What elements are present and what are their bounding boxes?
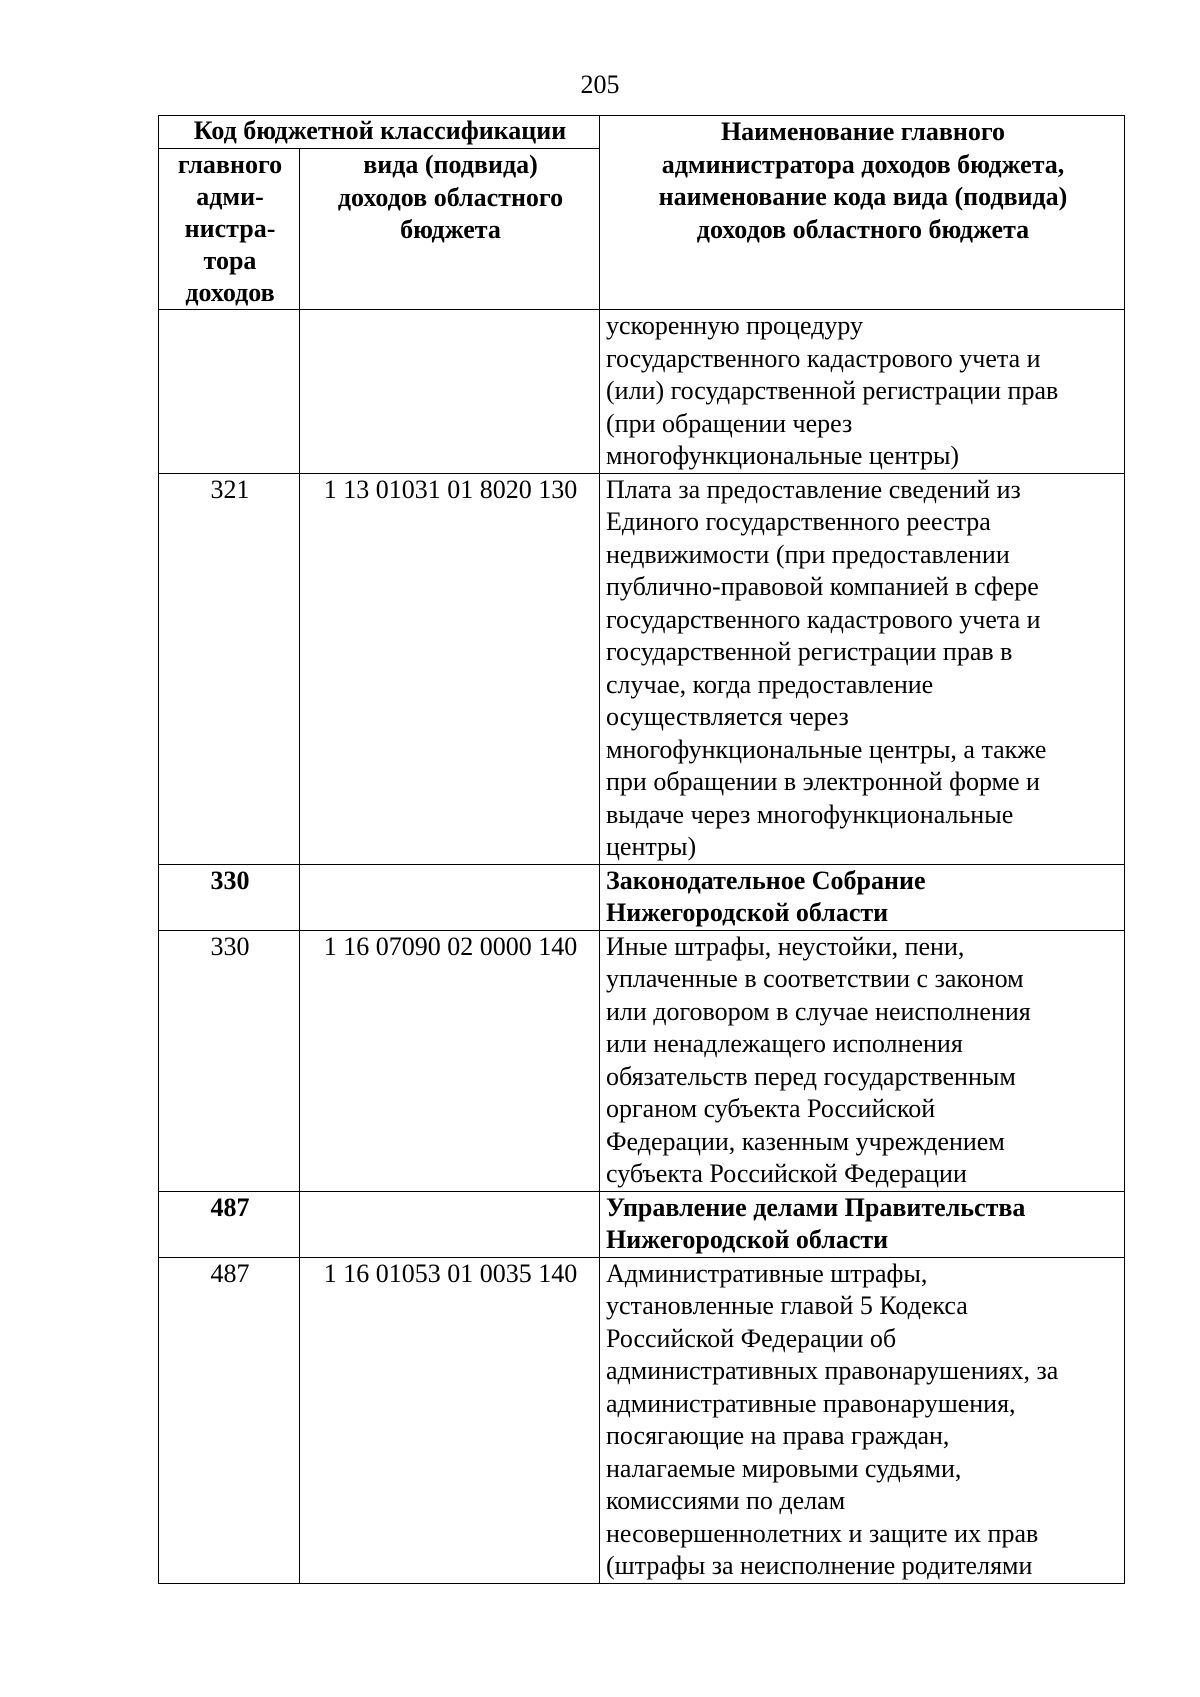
cell-name-line: административные правонарушения, <box>606 1388 1016 1418</box>
cell-name-line: государственной регистрации прав в <box>606 637 1013 666</box>
cell-name-line: установленные главой 5 Кодекса <box>606 1291 968 1320</box>
cell-name-line: Федерации, казенным учреждением <box>606 1126 1005 1156</box>
cell-name-line: центры) <box>606 832 697 861</box>
header-kind-line: вида (подвида) <box>363 150 538 179</box>
header-kind-line: бюджета <box>400 215 501 244</box>
page-number: 205 <box>580 70 620 99</box>
header-admin-line: нистра- <box>184 214 276 243</box>
cell-name-line: органом субъекта Российской <box>606 1094 936 1123</box>
header-name-line: наименование кода вида (подвида) <box>658 182 1068 211</box>
cell-name <box>600 930 1125 1191</box>
header-admin-line: адми- <box>196 182 264 211</box>
cell-name-line: публично-правовой компанией в сфере <box>606 572 1039 601</box>
table-row <box>159 930 1125 1191</box>
cell-admin-code: 330 <box>159 930 300 1191</box>
cell-admin-code: 487 <box>159 1191 300 1257</box>
table-row <box>159 473 1125 864</box>
cell-income-code <box>300 310 600 474</box>
cell-name-line: Иные штрафы, неустойки, пени, <box>606 931 965 961</box>
cell-name-line: Законодательное Собрание <box>606 865 926 895</box>
header-name-line: Наименование главного <box>720 117 1006 146</box>
cell-name-line: Нижегородской области <box>606 898 889 927</box>
cell-name-line: государственного кадастрового учета и <box>606 343 1041 373</box>
cell-name-line: Административные штрафы, <box>606 1258 928 1288</box>
header-admin-line: доходов <box>185 278 275 307</box>
cell-name <box>600 1191 1125 1257</box>
cell-name-line: налагаемые мировыми судьями, <box>606 1453 962 1483</box>
cell-income-code: 1 16 07090 02 0000 140 <box>300 930 600 1191</box>
cell-name-line: Единого государственного реестра <box>606 507 991 536</box>
cell-name-line: при обращении в электронной форме и <box>606 767 1040 796</box>
table-row <box>159 1191 1125 1257</box>
cell-name-line: недвижимости (при предоставлении <box>606 539 1010 569</box>
cell-name-line: государственного кадастрового учета и <box>606 604 1041 634</box>
header-admin-line: главного <box>177 150 283 179</box>
cell-name-line: Российской Федерации об <box>606 1323 897 1353</box>
cell-name-line: многофункциональные центры, а также <box>606 734 1047 764</box>
cell-name-line: ускоренную процедуру <box>606 311 864 340</box>
header-admin-line: тора <box>203 246 257 275</box>
cell-name-line: субъекта Российской Федерации <box>606 1159 967 1188</box>
cell-name-line: выдаче через многофункциональные <box>606 799 1014 829</box>
header-name-line: администратора доходов бюджета, <box>661 149 1065 179</box>
budget-classification-table <box>158 115 1125 1584</box>
table-body <box>159 310 1125 1584</box>
table-row <box>159 1257 1125 1583</box>
table-header <box>159 116 1125 310</box>
cell-name <box>600 864 1125 930</box>
cell-income-code <box>300 864 600 930</box>
cell-admin-code <box>159 310 300 474</box>
cell-name-line: или ненадлежащего исполнения <box>606 1029 963 1058</box>
cell-income-code <box>300 1191 600 1257</box>
cell-name-line: несовершеннолетних и защите их прав <box>606 1518 1039 1548</box>
cell-name-line: комиссиями по делам <box>606 1486 846 1515</box>
header-name-line: доходов областного бюджета <box>696 214 1030 244</box>
header-budget-code-group: Код бюджетной классификации <box>159 116 600 149</box>
cell-name-line: Управление делами Правительства <box>606 1192 1026 1222</box>
cell-name-line: уплаченные в соответствии с законом <box>606 964 1024 993</box>
cell-name <box>600 310 1125 474</box>
table-row <box>159 310 1125 474</box>
table-row <box>159 864 1125 930</box>
cell-name-line: административных правонарушениях, за <box>606 1356 1059 1385</box>
cell-name-line: или договором в случае неисполнения <box>606 996 1031 1026</box>
cell-admin-code: 487 <box>159 1257 300 1583</box>
cell-name-line: посягающие на права граждан, <box>606 1421 950 1450</box>
cell-name-line: осуществляется через <box>606 702 849 731</box>
header-kind-line: доходов областного <box>337 182 564 212</box>
cell-name-line: (штрафы за неисполнение родителями <box>606 1551 1033 1580</box>
cell-income-code: 1 13 01031 01 8020 130 <box>300 473 600 864</box>
cell-name-line: Плата за предоставление сведений из <box>606 474 1021 504</box>
cell-name-line: (или) государственной регистрации прав <box>606 376 1059 405</box>
cell-income-code: 1 16 01053 01 0035 140 <box>300 1257 600 1583</box>
header-admin-column <box>159 149 300 310</box>
cell-admin-code: 330 <box>159 864 300 930</box>
header-name-column <box>600 116 1125 310</box>
cell-admin-code: 321 <box>159 473 300 864</box>
cell-name <box>600 1257 1125 1583</box>
cell-name <box>600 473 1125 864</box>
cell-name-line: обязательств перед государственным <box>606 1061 1016 1091</box>
cell-name-line: (при обращении через <box>606 408 853 438</box>
cell-name-line: многофункциональные центры) <box>606 441 960 470</box>
header-kind-column <box>300 149 600 310</box>
cell-name-line: случае, когда предоставление <box>606 669 934 699</box>
cell-name-line: Нижегородской области <box>606 1225 889 1254</box>
